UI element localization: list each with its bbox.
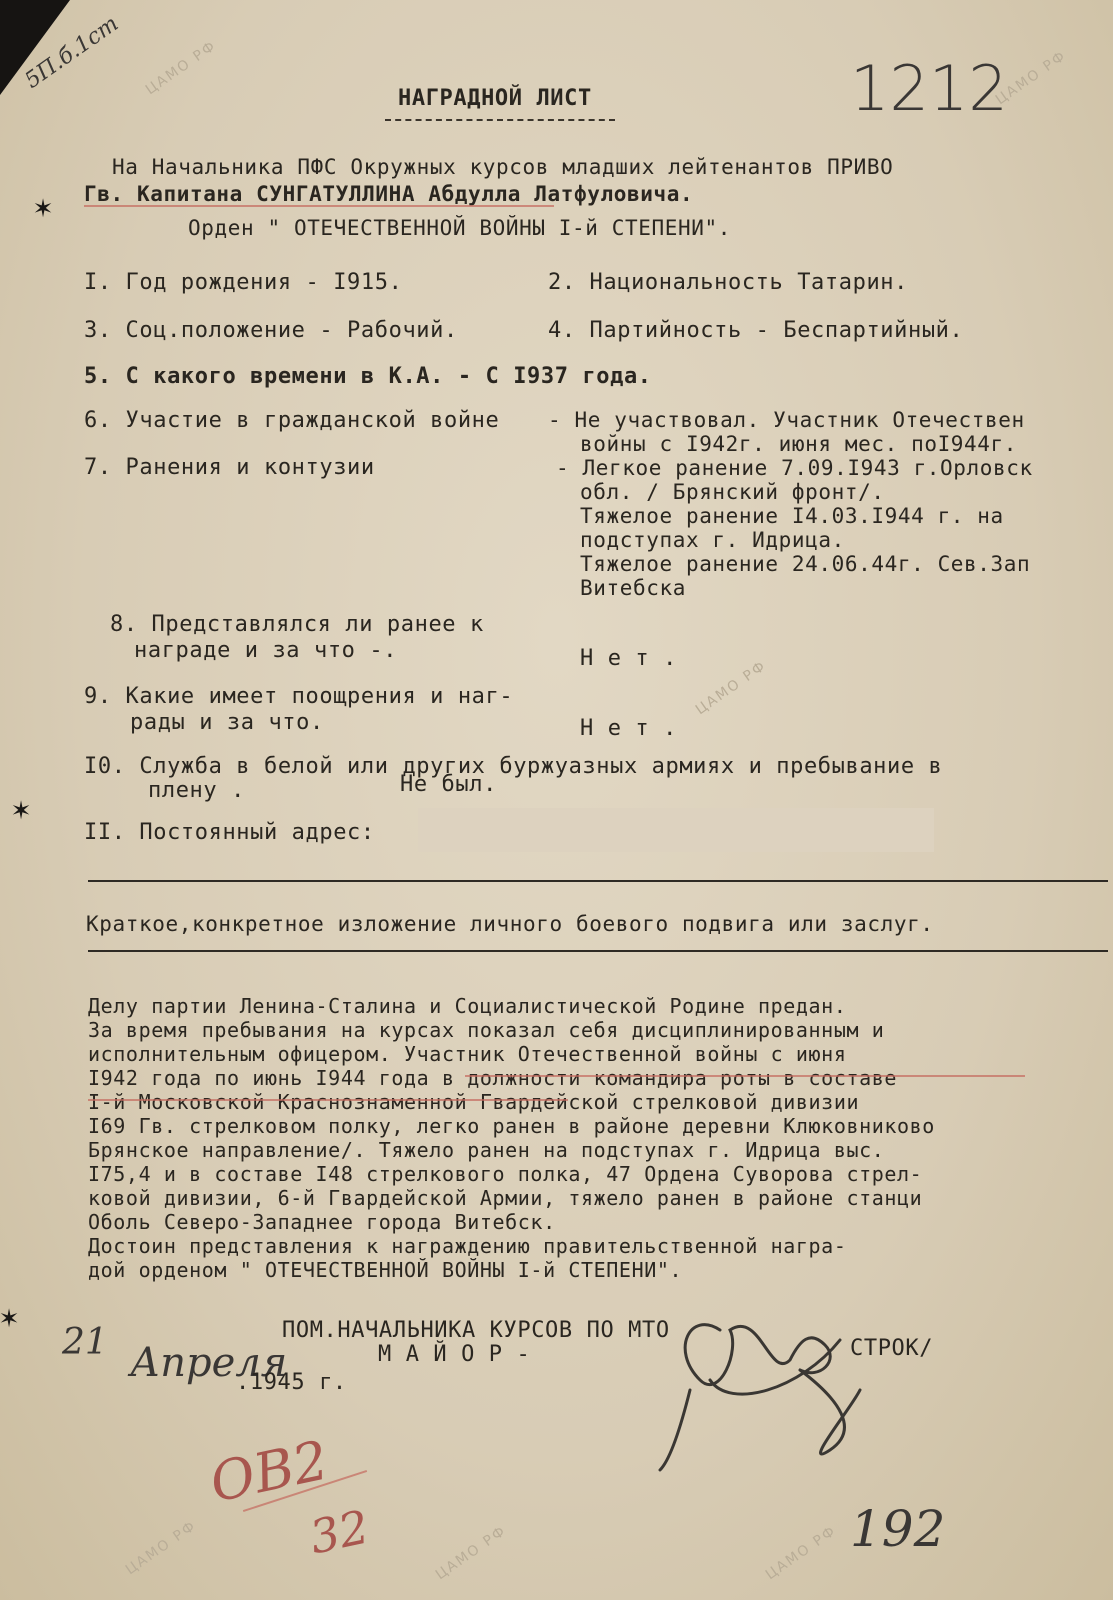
watermark: ЦАМО РФ: [992, 47, 1070, 109]
signatory-rank: М А Й О Р -: [378, 1342, 531, 1367]
watermark: ЦАМО РФ: [432, 1522, 510, 1584]
field-nationality: 2. Национальность Татарин.: [548, 270, 908, 295]
body-line: Делу партии Ленина-Сталина и Социалистической Родине предан.: [88, 994, 847, 1018]
date-day: 21: [62, 1322, 108, 1363]
body-line: Брянское направление/. Тяжело ранен на подступах г. Идрица выс.: [88, 1138, 885, 1162]
signatory-surname: СТРОК/: [850, 1336, 934, 1361]
body-line: Оболь Северо-Западнее города Витебск.: [88, 1210, 556, 1234]
watermark: ЦАМО РФ: [762, 1522, 840, 1584]
nominee-name: Гв. Капитана СУНГАТУЛЛИНА Абдулла Латфуловича.: [84, 182, 694, 206]
field-q8: награде и за что -.: [134, 638, 398, 663]
signature: [650, 1290, 910, 1480]
body-line: ковой дивизии, 6-й Гвардейской Армии, тяжело ранен в районе станци: [88, 1186, 923, 1210]
body-line: I75,4 и в составе I48 стрелкового полка, 47 Ордена Суворова стрел-: [88, 1162, 923, 1186]
field-since-ka: 5. С какого времени в К.А. - С I937 года.: [84, 364, 652, 389]
body-line: дой орденом " ОТЕЧЕСТВЕННОЙ ВОЙНЫ I-й СТЕПЕНИ".: [88, 1258, 683, 1282]
field-wounds-value: обл. / Брянский фронт/.: [580, 480, 885, 504]
corner-note: 5П.б.1ст: [20, 11, 124, 94]
field-civil-war-value: - Не участвовал. Участник Отечествен: [548, 408, 1025, 432]
field-wounds-value: - Легкое ранение 7.09.I943 г.Орловск: [556, 456, 1033, 480]
body-line: Достоин представления к награждению правительственной награ-: [88, 1234, 847, 1258]
date-month: Апреля: [130, 1340, 288, 1386]
watermark: ЦАМО РФ: [142, 37, 220, 99]
field-party: 4. Партийность - Беспартийный.: [548, 318, 964, 343]
field-q10: I0. Служба в белой или других буржуазных армиях и пребывание в: [84, 754, 943, 779]
red-pencil-underline: [84, 205, 554, 207]
field-address: II. Постоянный адрес:: [84, 820, 375, 845]
archive-number: 1212: [850, 52, 1008, 125]
body-line: I942 года по июнь I944 года в должности командира роты в составе: [88, 1066, 898, 1090]
body-line: I69 Гв. стрелковом полку, легко ранен в районе деревни Клюковниково: [88, 1114, 935, 1138]
pin-mark-icon: ✶: [0, 1300, 19, 1335]
redacted-address: [418, 808, 934, 852]
field-q9: рады и за что.: [130, 710, 324, 735]
field-wounds-value: Витебска: [580, 576, 686, 600]
field-q9-answer: Н е т .: [580, 716, 677, 741]
field-wounds-label: 7. Ранения и контузии: [84, 455, 375, 480]
field-wounds-value: Тяжелое ранение I4.03.I944 г. на: [580, 504, 1004, 528]
field-q10: плену .: [148, 778, 245, 803]
field-birth-year: I. Год рождения - I915.: [84, 270, 403, 295]
pin-mark-icon: ✶: [12, 792, 31, 827]
red-pencil-underline: [88, 1099, 568, 1101]
field-civil-war-value: войны с I942г. июня мес. поI944г.: [580, 432, 1018, 456]
date-year: .1945 г.: [236, 1370, 347, 1395]
field-q8: 8. Представлялся ли ранее к: [110, 612, 484, 637]
body-line: I-й Московской Краснознаменной Гвардейской стрелковой дивизии: [88, 1090, 860, 1114]
stamp-mark: ОВ2: [204, 1428, 334, 1515]
document-title: НАГРАДНОЙ ЛИСТ: [398, 86, 592, 111]
summary-heading: Краткое,конкретное изложение личного боевого подвига или заслуг.: [86, 912, 934, 936]
watermark: ЦАМО РФ: [122, 1517, 200, 1579]
field-civil-war-label: 6. Участие в гражданской войне: [84, 408, 500, 433]
watermark: ЦАМО РФ: [692, 657, 770, 719]
body-line: исполнительным офицером. Участник Отечественной войны с июня: [88, 1042, 847, 1066]
field-wounds-value: Тяжелое ранение 24.06.44г. Сев.Зап: [580, 552, 1031, 576]
field-wounds-value: подступах г. Идрица.: [580, 528, 845, 552]
section-divider: [88, 950, 1108, 952]
red-pencil-underline: [465, 1075, 1025, 1077]
section-divider: [88, 880, 1108, 882]
body-line: За время пребывания на курсах показал себя дисциплинированным и: [88, 1018, 885, 1042]
title-underline: [385, 119, 615, 121]
order-name: Орден " ОТЕЧЕСТВЕННОЙ ВОЙНЫ I-й СТЕПЕНИ".: [188, 216, 731, 240]
stamp-mark: 32: [305, 1499, 374, 1565]
field-q10-answer: Не был.: [400, 772, 497, 797]
page-number: 192: [850, 1500, 946, 1558]
pin-mark-icon: ✶: [34, 190, 53, 225]
field-q8-answer: Н е т .: [580, 646, 677, 671]
addressee: На Начальника ПФС Окружных курсов младших лейтенантов ПРИВО: [112, 155, 894, 179]
field-q9: 9. Какие имеет поощрения и наг-: [84, 684, 514, 709]
field-social: 3. Соц.положение - Рабочий.: [84, 318, 458, 343]
signatory-position: ПОМ.НАЧАЛЬНИКА КУРСОВ ПО МТО: [282, 1318, 670, 1343]
